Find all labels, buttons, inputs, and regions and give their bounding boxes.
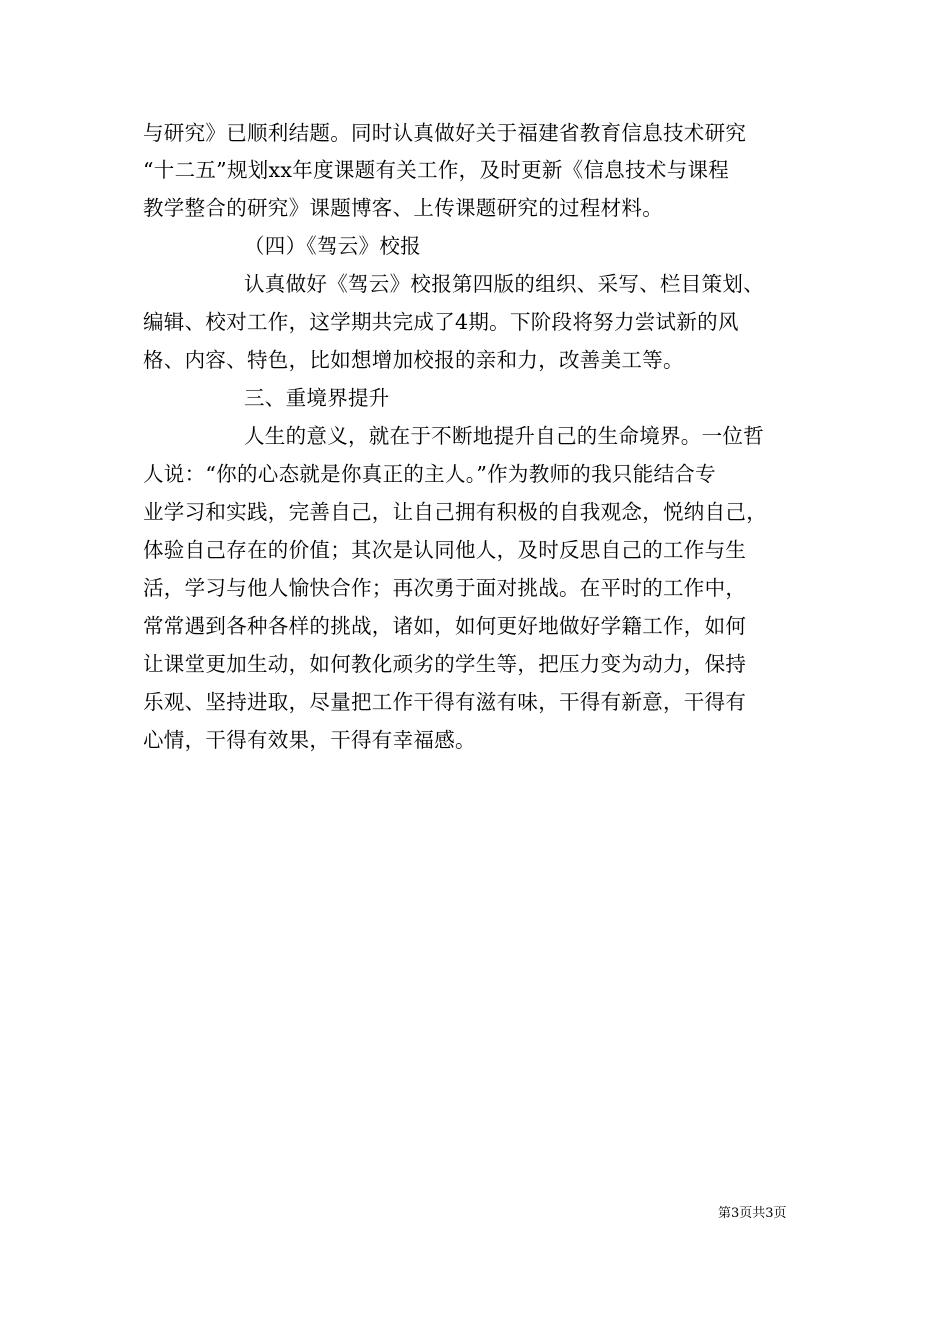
section-heading-school-newspaper: （四）《驾云》校报 — [244, 234, 421, 258]
text-line: 业学习和实践，完善自己，让自己拥有积极的自我观念，悦纳自己， — [143, 500, 767, 524]
text-line: 活，学习与他人愉快合作；再次勇于面对挑战。在平时的工作中， — [143, 576, 747, 600]
text-line: 教学整合的研究》课题博客、上传课题研究的过程材料。 — [143, 196, 663, 220]
text-line: 人生的意义，就在于不断地提升自己的生命境界。一位哲 — [244, 424, 764, 448]
text-line: 人说：“你的心态就是你真正的主人。”作为教师的我只能结合专 — [143, 462, 716, 486]
text-line: 认真做好《驾云》校报第四版的组织、采写、栏目策划、 — [244, 272, 764, 296]
text-line: 体验自己存在的价值；其次是认同他人，及时反思自己的工作与生 — [143, 538, 747, 562]
text-line: 格、内容、特色，比如想增加校报的亲和力，改善美工等。 — [143, 348, 684, 372]
text-line: 常常遇到各种各样的挑战，诸如，如何更好地做好学籍工作，如何 — [143, 614, 747, 638]
text-line: “十二五”规划xx年度课题有关工作，及时更新《信息技术与课程 — [143, 158, 730, 182]
text-line: 乐观、坚持进取，尽量把工作干得有滋有味，干得有新意，干得有 — [143, 690, 747, 714]
document-body — [143, 116, 823, 759]
text-line: 与研究》已顺利结题。同时认真做好关于福建省教育信息技术研究 — [143, 121, 747, 145]
text-line: 心情，干得有效果，干得有幸福感。 — [143, 728, 476, 752]
text-line: 编辑、校对工作，这学期共完成了4期。下阶段将努力尝试新的风 — [143, 310, 739, 334]
section-heading-realm-improvement: 三、重境界提升 — [244, 386, 390, 410]
text-line: 让课堂更加生动，如何教化顽劣的学生等，把压力变为动力，保持 — [143, 652, 747, 676]
page-number-footer: 第3页共3页 — [718, 1206, 787, 1221]
